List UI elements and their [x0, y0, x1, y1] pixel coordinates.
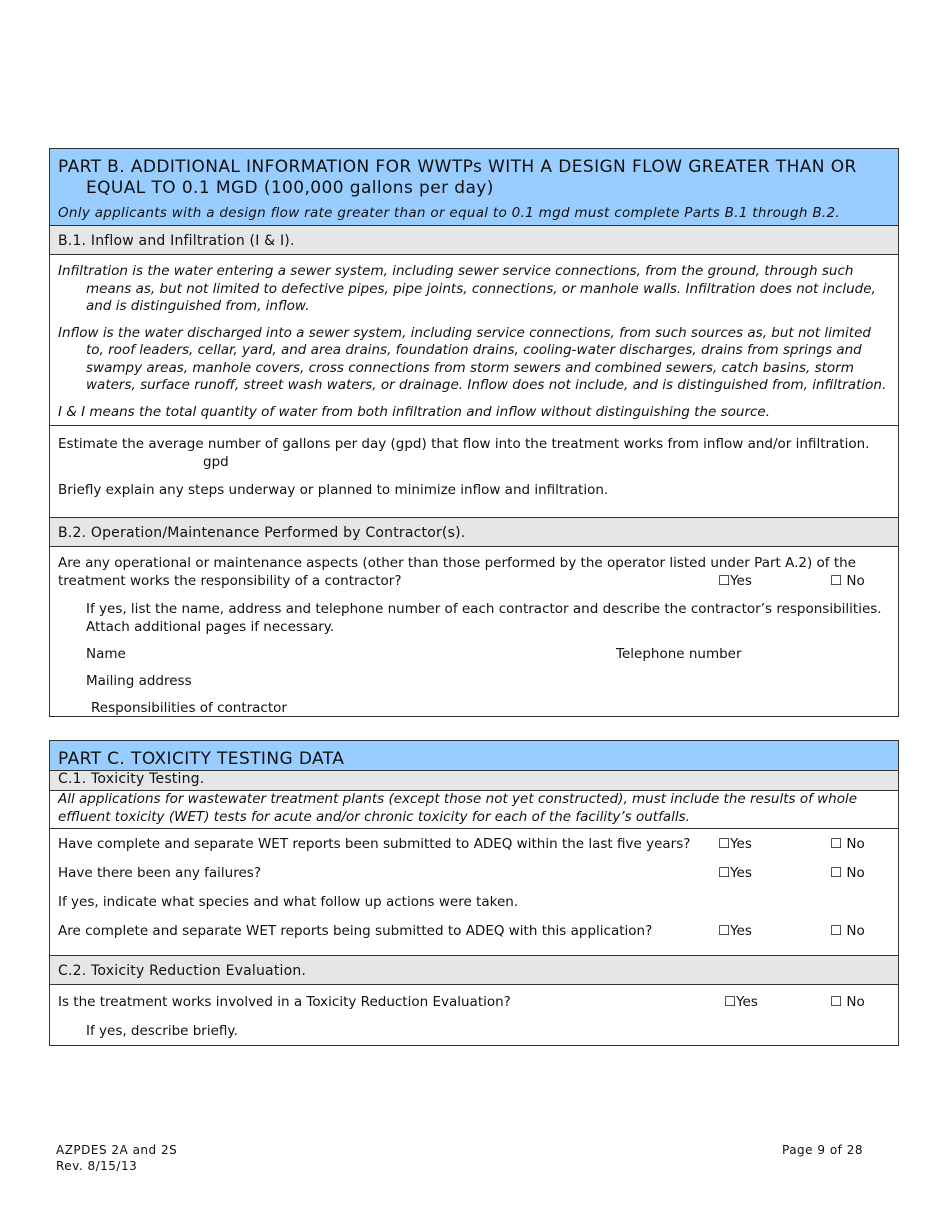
b1-definitions	[50, 255, 898, 425]
contractor-name-row	[58, 645, 890, 663]
wet-submitted-yes-checkbox[interactable]: ☐Yes	[718, 836, 752, 852]
wet-submitted-question: Have complete and separate WET reports been submitted to ADEQ within the last five years?	[58, 836, 691, 852]
steps-question: Briefly explain any steps underway or planned to minimize inflow and infiltration.	[58, 482, 609, 498]
tre-question: Is the treatment works involved in a Toxicity Reduction Evaluation?	[58, 994, 511, 1010]
wet-with-application-no-checkbox[interactable]: ☐ No	[830, 923, 865, 939]
b1-questions	[50, 425, 898, 517]
tre-no-checkbox[interactable]: ☐ No	[830, 994, 865, 1010]
failures-no-checkbox[interactable]: ☐ No	[830, 865, 865, 881]
tre-describe-label[interactable]: If yes, describe briefly.	[86, 1023, 238, 1039]
wet-with-application-row	[58, 922, 890, 951]
gpd-unit-label: gpd	[203, 454, 229, 470]
wet-with-application-question: Are complete and separate WET reports being submitted to ADEQ with this application?	[58, 923, 653, 939]
c1-questions	[50, 828, 898, 955]
contractor-telephone-label[interactable]: Telephone number	[616, 646, 742, 662]
species-row	[58, 893, 890, 922]
contractor-name-label[interactable]: Name	[86, 646, 126, 662]
ii-definition: I & I means the total quantity of water from both infiltration and inflow without distinguishing the source.	[58, 403, 771, 420]
revision-date: Rev. 8/15/13	[56, 1159, 138, 1173]
contractor-question-line2: treatment works the responsibility of a contractor?	[58, 573, 402, 589]
part-c-title: PART C. TOXICITY TESTING DATA	[58, 749, 345, 769]
species-question: If yes, indicate what species and what follow up actions were taken.	[58, 894, 519, 910]
contractor-question-row	[58, 572, 890, 590]
part-b-section	[49, 148, 899, 717]
failures-question: Have there been any failures?	[58, 865, 261, 881]
wet-with-application-yes-checkbox[interactable]: ☐Yes	[718, 923, 752, 939]
contractor-responsibilities-label[interactable]: Responsibilities of contractor	[91, 700, 287, 716]
b2-body	[50, 547, 898, 725]
b1-heading: B.1. Inflow and Infiltration (I & I).	[50, 225, 898, 255]
estimate-question: Estimate the average number of gallons per day (gpd) that flow into the treatment works from inflow and/or infiltration.	[58, 436, 870, 452]
infiltration-definition: Infiltration is the water entering a sewer system, including sewer service connections, from the ground, through such means as, but not limited to defective pipes, pipe joints, connections, or manhole walls. Infiltration does not include, and is distinguished from, inflow.	[58, 263, 876, 314]
c2-body	[50, 985, 898, 1048]
part-b-title: PART B. ADDITIONAL INFORMATION FOR WWTPs WITH A DESIGN FLOW GREATER THAN OR EQUAL TO 0.1 MGD (100,000 gallons per day)	[58, 157, 857, 198]
c1-intro: All applications for wastewater treatment plants (except those not yet constructed), must include the results of whole effluent toxicity (WET) tests for acute and/or chronic toxicity for each of the facility’s outfalls.	[58, 791, 858, 825]
part-b-header	[50, 149, 898, 225]
tre-yes-checkbox[interactable]: ☐Yes	[724, 994, 758, 1010]
contractor-yes-checkbox[interactable]: ☐Yes	[718, 573, 752, 589]
form-name: AZPDES 2A and 2S	[56, 1143, 178, 1157]
c1-heading: C.1. Toxicity Testing.	[50, 770, 898, 791]
footer-left	[56, 1142, 177, 1174]
inflow-definition: Inflow is the water discharged into a sewer system, including service connections, from such sources as, but not limited to, roof leaders, cellar, yard, and area drains, foundation drains, cooling-water discharges, drains from springs and swampy areas, manhole covers, cross connections from storm sewers and combined sewers, catch basins, storm waters, surface runoff, street wash waters, or drainage. Inflow does not include, and is distinguished from, infiltration.	[58, 324, 887, 393]
contractor-instructions: If yes, list the name, address and telephone number of each contractor and describe the contractor’s responsibilities. Attach additional pages if necessary.	[86, 601, 882, 635]
failures-yes-checkbox[interactable]: ☐Yes	[718, 865, 752, 881]
part-b-subtitle: Only applicants with a design flow rate greater than or equal to 0.1 mgd must complete Parts B.1 through B.2.	[58, 205, 840, 221]
contractor-no-checkbox[interactable]: ☐ No	[830, 573, 865, 589]
failures-row	[58, 864, 890, 893]
contractor-question-line1: Are any operational or maintenance aspects (other than those performed by the operator listed under Part A.2) of the	[58, 555, 856, 571]
contractor-mailing-label[interactable]: Mailing address	[86, 673, 192, 689]
gpd-field[interactable]	[58, 453, 890, 471]
wet-submitted-row	[58, 835, 890, 864]
c2-heading: C.2. Toxicity Reduction Evaluation.	[50, 955, 898, 985]
b2-heading: B.2. Operation/Maintenance Performed by Contractor(s).	[50, 517, 898, 547]
part-c-header	[50, 741, 898, 770]
part-c-section	[49, 740, 899, 1046]
wet-submitted-no-checkbox[interactable]: ☐ No	[830, 836, 865, 852]
tre-row	[58, 993, 890, 1022]
page-number: Page 9 of 28	[782, 1143, 863, 1157]
